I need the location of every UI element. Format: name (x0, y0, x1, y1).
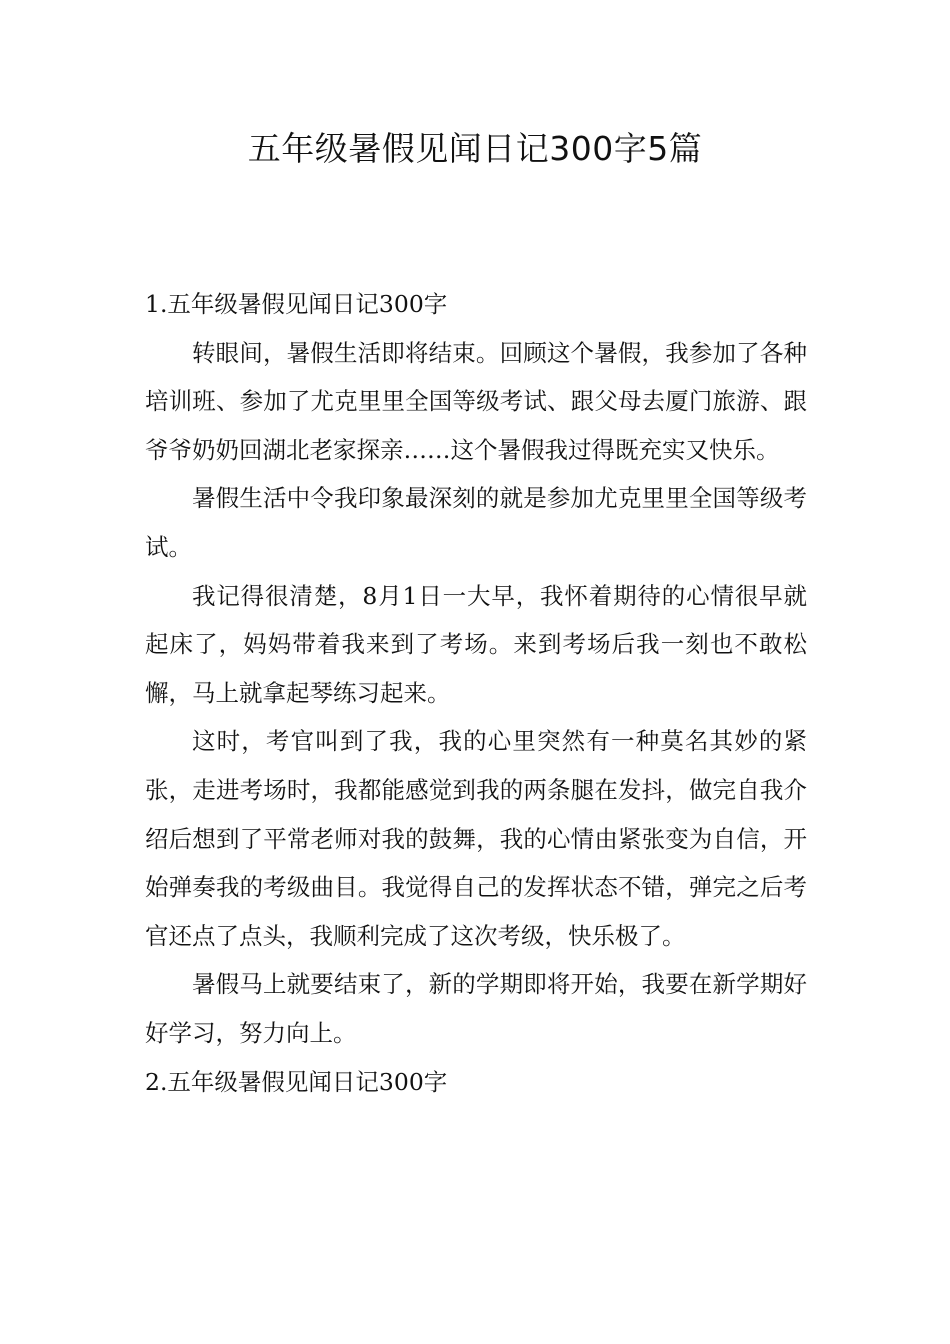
paragraph-3: 我记得很清楚，8月1日一大早，我怀着期待的心情很早就起床了，妈妈带着我来到了考场。来到考场后我一刻也不敢松懈，马上就拿起琴练习起来。 (145, 581, 807, 707)
paragraph-1: 转眼间，暑假生活即将结束。回顾这个暑假，我参加了各种培训班、参加了尤克里里全国等级考试、跟父母去厦门旅游、跟爷爷奶奶回湖北老家探亲……这个暑假我过得既充实又快乐。 (145, 338, 807, 464)
paragraph-2: 暑假生活中令我印象最深刻的就是参加尤克里里全国等级考试。 (145, 484, 807, 561)
document-title: 五年级暑假见闻日记300字5篇 (247, 129, 703, 168)
document-body (145, 280, 807, 1106)
paragraph-4: 这时，考官叫到了我，我的心里突然有一种莫名其妙的紧张，走进考场时，我都能感觉到我的两条腿在发抖，做完自我介绍后想到了平常老师对我的鼓舞，我的心情由紧张变为自信，开始弹奏我的考级曲目。我觉得自己的发挥状态不错，弹完之后考官还点了点头，我顺利完成了这次考级，快乐极了。 (145, 727, 807, 950)
section-heading-1: 1.五年级暑假见闻日记300字 (145, 290, 448, 318)
paragraph-5: 暑假马上就要结束了，新的学期即将开始，我要在新学期好好学习，努力向上。 (145, 970, 807, 1047)
section-heading-2: 2.五年级暑假见闻日记300字 (145, 1067, 448, 1096)
